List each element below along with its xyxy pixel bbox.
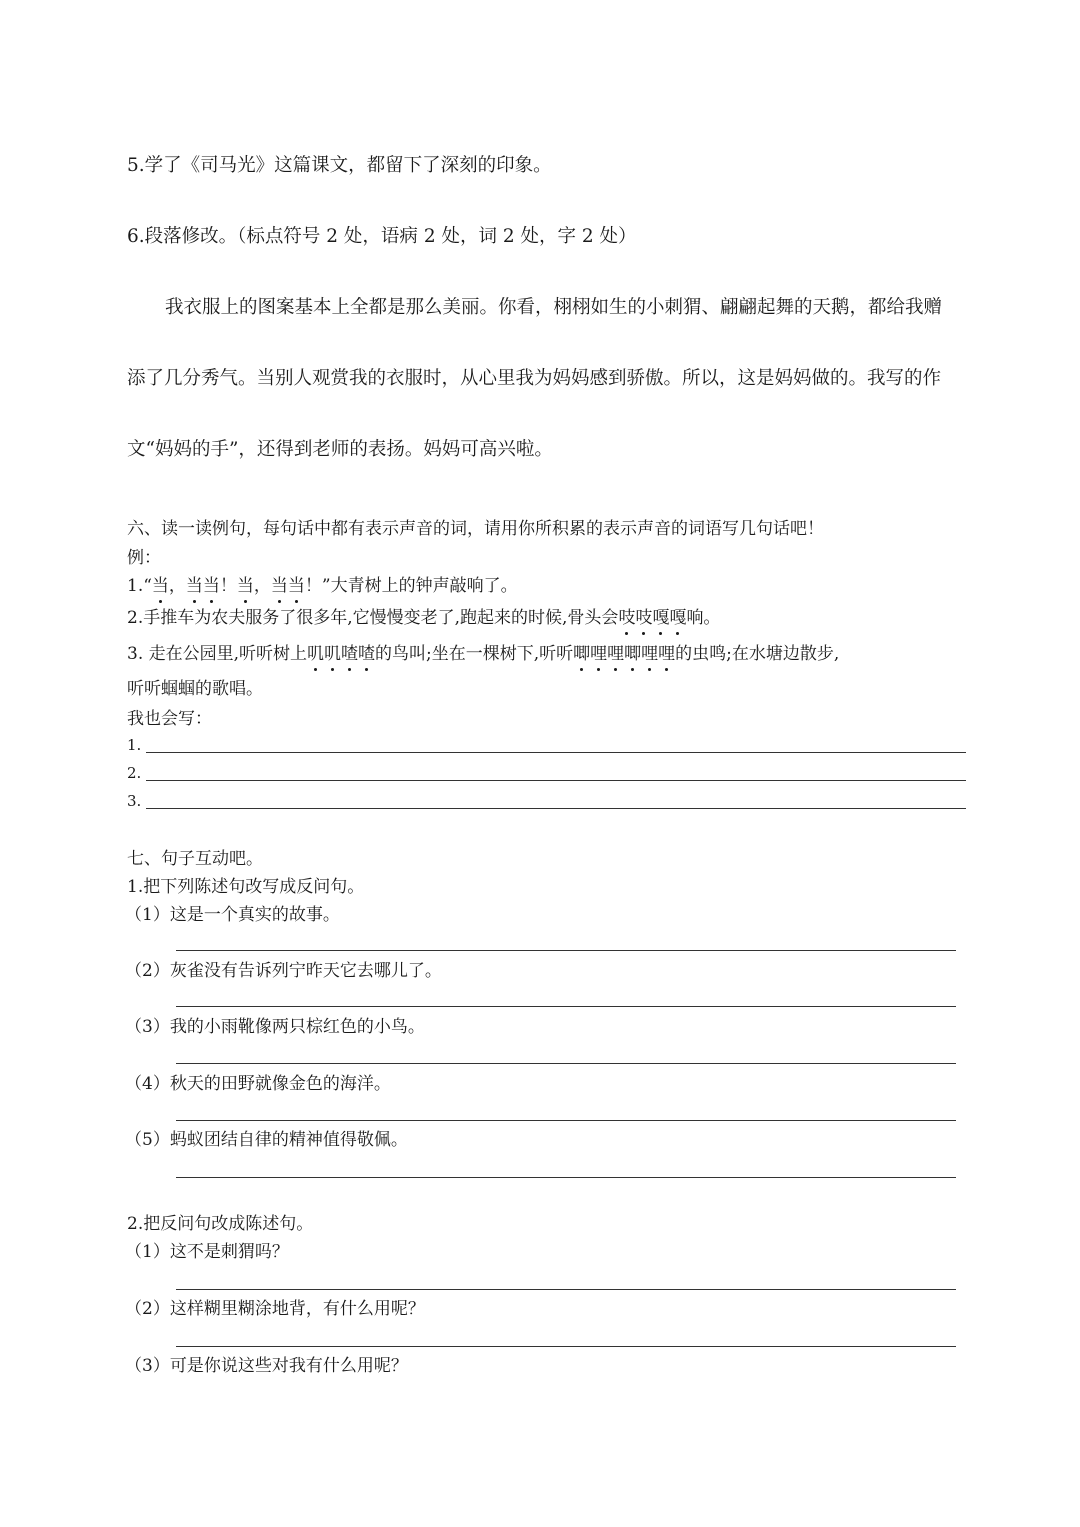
question-1-item: （4）秋天的田野就像金色的海洋。: [125, 1074, 391, 1094]
sound-word: 喳: [358, 644, 376, 664]
answer-line[interactable]: [176, 1063, 956, 1064]
sound-word: 当: [185, 576, 203, 596]
item-6-heading: 6.段落修改。（标点符号 2 处，语病 2 处，词 2 处，字 2 处）: [127, 226, 637, 247]
write-label: 我也会写：: [127, 709, 212, 729]
question-1-item: （3）我的小雨靴像两只棕红色的小鸟。: [125, 1017, 425, 1037]
sound-word: 哩: [590, 644, 608, 664]
question-1-item: （2）灰雀没有告诉列宁昨天它去哪儿了。: [125, 961, 442, 981]
paragraph-line-2: 添了几分秀气。当别人观赏我的衣服时，从心里我为妈妈感到骄傲。所以，这是妈妈做的。我写的作: [127, 368, 942, 389]
sound-word: 唧: [624, 644, 642, 664]
sound-word: 喳: [341, 644, 359, 664]
answer-line[interactable]: [176, 1346, 956, 1347]
answer-line[interactable]: [176, 1120, 956, 1121]
paragraph-line-1: 我衣服上的图案基本上全都是那么美丽。你看，栩栩如生的小刺猬、翩翩起舞的天鹅，都给我赠: [165, 297, 943, 318]
question-2-item: （2）这样糊里糊涂地背，有什么用呢？: [125, 1299, 425, 1319]
sound-word: 哩: [607, 644, 625, 664]
sound-word: 叽: [324, 644, 342, 664]
question-1-item: （5）蚂蚁团结自律的精神值得敬佩。: [125, 1130, 408, 1150]
answer-line[interactable]: [176, 1006, 956, 1007]
example-3: 3. 走在公园里,听听树上叽叽喳喳的鸟叫;坐在一棵树下,听听唧哩哩唧哩哩的虫鸣;在水塘边散步,: [127, 644, 840, 664]
sound-word: 当: [236, 576, 254, 596]
answer-line[interactable]: [146, 780, 966, 781]
answer-line[interactable]: [176, 1177, 956, 1178]
answer-line[interactable]: [176, 950, 956, 951]
sound-word: 嘎: [652, 608, 670, 628]
sound-word: 吱: [618, 608, 636, 628]
sound-word: 吱: [635, 608, 653, 628]
sound-word: 哩: [641, 644, 659, 664]
example-label: 例：: [127, 548, 161, 568]
sound-word: 当: [202, 576, 220, 596]
example-3-continued: 听听蝈蝈的歌唱。: [127, 679, 263, 699]
answer-line[interactable]: [146, 752, 966, 753]
answer-line[interactable]: [176, 1289, 956, 1290]
question-2: 2.把反问句改成陈述句。: [127, 1214, 314, 1234]
sound-word: 嘎: [669, 608, 687, 628]
blank-label: 2.: [127, 764, 142, 782]
example-1: 1.“当，当当！当，当当！”大青树上的钟声敲响了。: [127, 576, 518, 596]
sound-word: 唧: [573, 644, 591, 664]
section-6-title: 六、读一读例句，每句话中都有表示声音的词，请用你所积累的表示声音的词语写几句话吧！: [127, 519, 824, 539]
answer-line[interactable]: [146, 808, 966, 809]
item-5: 5.学了《司马光》这篇课文，都留下了深刻的印象。: [127, 155, 552, 176]
sound-word: 哩: [658, 644, 676, 664]
question-1-item: （1）这是一个真实的故事。: [125, 905, 340, 925]
sound-word: 当: [151, 576, 169, 596]
sound-word: 当: [287, 576, 305, 596]
blank-label: 3.: [127, 792, 142, 810]
question-2-item: （3）可是你说这些对我有什么用呢？: [125, 1356, 408, 1376]
question-1: 1.把下列陈述句改写成反问句。: [127, 877, 365, 897]
paragraph-line-3: 文“妈妈的手”，还得到老师的表扬。妈妈可高兴啦。: [127, 439, 553, 460]
section-7-title: 七、句子互动吧。: [127, 849, 263, 869]
blank-label: 1.: [127, 736, 142, 754]
sound-word: 叽: [307, 644, 325, 664]
question-2-item: （1）这不是刺猬吗？: [125, 1242, 289, 1262]
example-2: 2.手推车为农夫服务了很多年,它慢慢变老了,跑起来的时候,骨头会吱吱嘎嘎响。: [127, 608, 721, 628]
sound-word: 当: [270, 576, 288, 596]
